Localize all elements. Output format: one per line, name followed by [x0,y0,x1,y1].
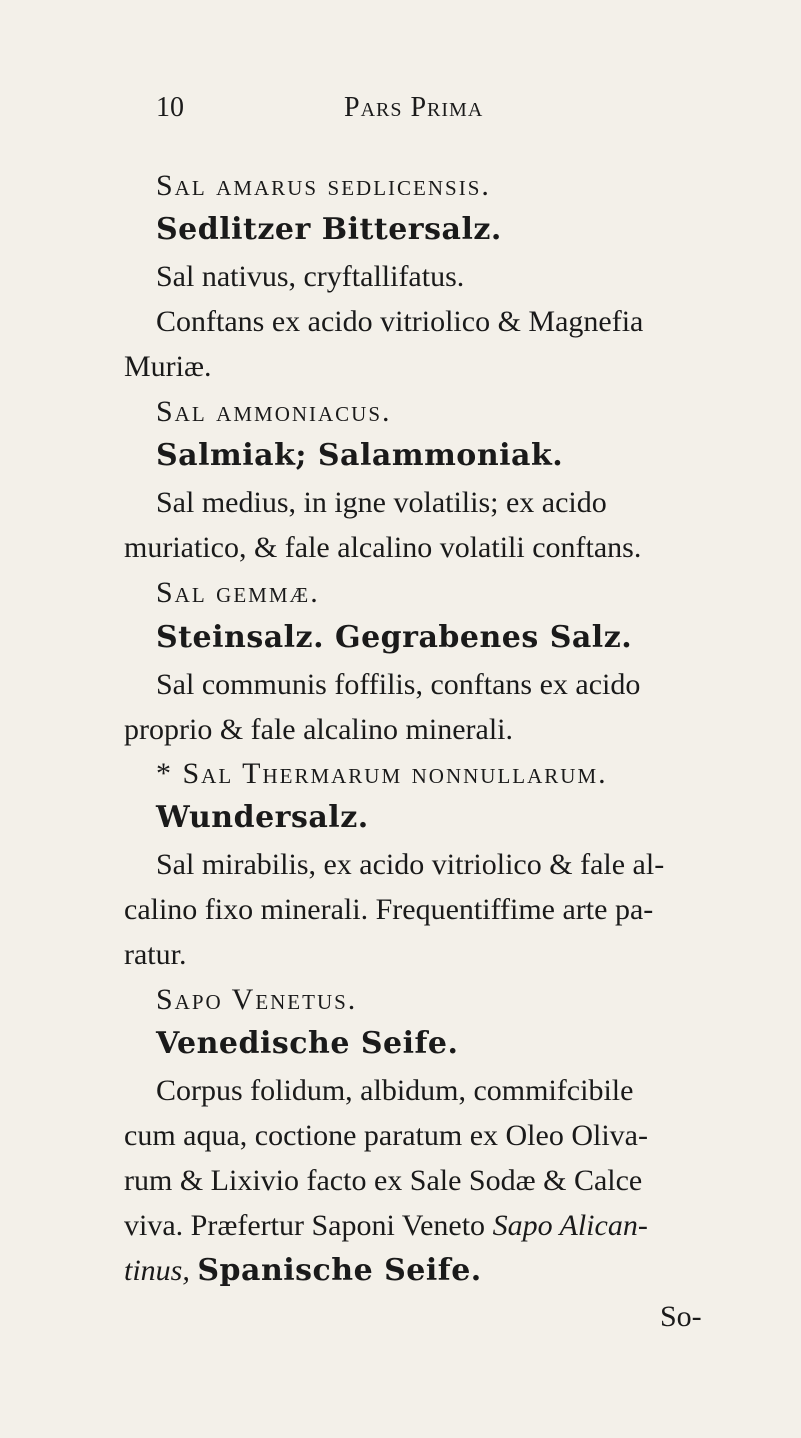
body-line: Conftans ex acido vitriolico & Magnefia [156,305,644,338]
catchword: So- [660,1300,702,1333]
body-line: cum aqua, coctione paratum ex Oleo Oliva- [124,1119,648,1152]
entry-heading: * Sal Thermarum nonnullarum. [156,757,608,790]
page-number: 10 [156,92,184,123]
body-line: muriatico, & fale alcalino volatili conftans. [124,531,642,564]
body-line: Muriæ. [124,350,212,383]
body-line: calino fixo minerali. Frequentiffime arte pa- [124,893,654,926]
body-line: Sal communis foffilis, conftans ex acido [156,668,641,701]
italic-term: tinus, [124,1254,190,1287]
body-line: Sal nativus, cryftallifatus. [156,260,465,293]
body-line: Sal mirabilis, ex acido vitriolico & fale al- [156,848,665,881]
german-name: Venedische Seife. [156,1026,459,1061]
italic-term: Sapo Alican- [492,1209,648,1242]
body-line: Corpus folidum, albidum, commifcibile [156,1074,634,1107]
body-line: ratur. [124,938,187,971]
german-name: Salmiak; Salammoniak. [156,438,564,473]
body-text: viva. Præfertur Saponi Veneto [124,1209,486,1242]
german-name: Steinsalz. Gegrabenes Salz. [156,620,633,655]
body-line: Sal medius, in igne volatilis; ex acido [156,486,607,519]
body-line [124,1251,482,1291]
body-line [124,1206,648,1246]
entry-heading: Sal ammoniacus. [156,395,392,428]
entry-heading: Sapo Venetus. [156,983,358,1016]
entry-heading: Sal gemmæ. [156,576,320,609]
running-header [156,92,716,132]
entry-heading: Sal amarus sedlicensis. [156,169,491,202]
body-line: rum & Lixivio facto ex Sale Sodæ & Calce [124,1164,643,1197]
german-name: Wundersalz. [156,800,369,835]
german-name: Spanische Seife. [197,1253,482,1288]
german-name: Sedlitzer Bittersalz. [156,212,502,247]
body-line: proprio & fale alcalino minerali. [124,713,514,746]
running-title: Pars Prima [344,92,484,123]
